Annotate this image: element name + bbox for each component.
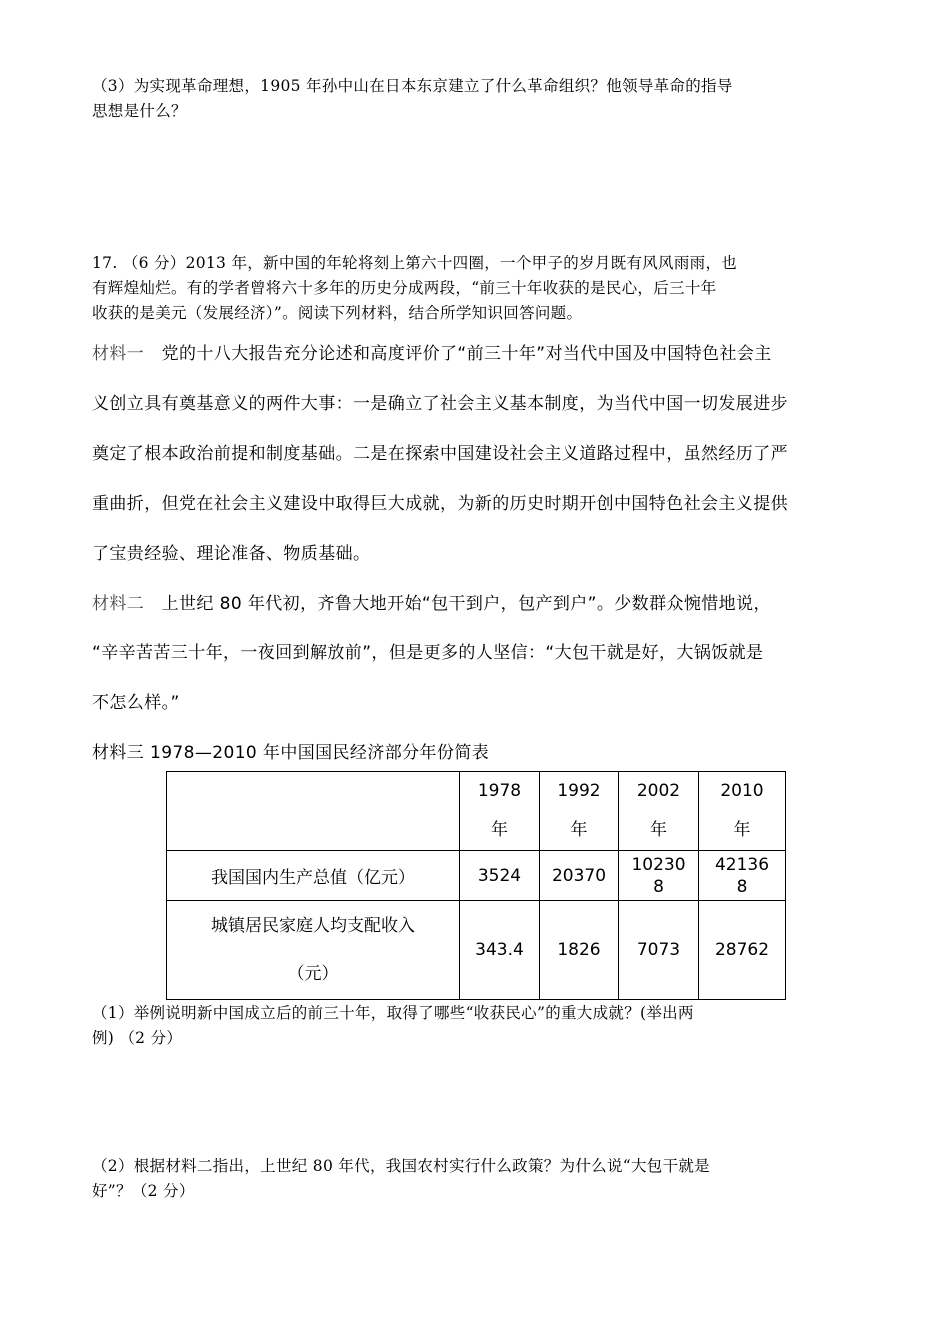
material3-title: 材料三 1978—2010 年中国国民经济部分年份简表: [92, 743, 490, 763]
year-cell-1978: [460, 772, 540, 851]
income-1978: 343.4: [460, 901, 540, 1000]
gdp-2010-part2: 8: [736, 876, 748, 897]
economy-table: [166, 771, 786, 1000]
year-unit: 年: [491, 820, 508, 840]
income-1992: 1826: [540, 901, 619, 1000]
q17-line-3: 收获的是美元（发展经济）”。阅读下列材料，结合所学知识回答问题。: [92, 304, 583, 322]
q17-line-2: 有辉煌灿烂。有的学者曾将六十多年的历史分成两段，“前三十年收获的是民心，后三十年: [92, 279, 717, 297]
year-unit: 年: [570, 820, 588, 840]
material2-line-3: 不怎么样。”: [92, 693, 180, 713]
material2-line-2: “辛辛苦苦三十年，一夜回到解放前”，但是更多的人坚信：“大包干就是好，大锅饭就是: [92, 643, 764, 663]
material1-line-2: 义创立具有奠基意义的两件大事：一是确立了社会主义基本制度，为当代中国一切发展进步: [92, 394, 788, 414]
material1-text-1: 党的十八大报告充分论述和高度评价了“前三十年”对当代中国及中国特色社会主: [161, 344, 772, 364]
gdp-label: 我国国内生产总值（亿元）: [167, 851, 460, 901]
q17-2-line-1: （2）根据材料二指出，上世纪 80 年代，我国农村实行什么政策？为什么说“大包干就是: [92, 1157, 710, 1175]
year-cell-1992: [540, 772, 619, 851]
material2-label: 材料二: [92, 594, 145, 614]
gdp-2002: [619, 851, 699, 901]
q17-line-1: 17. （6 分）2013 年，新中国的年轮将刻上第六十四圈，一个甲子的岁月既有风风雨雨，也: [92, 254, 738, 272]
gdp-1992: 20370: [540, 851, 619, 901]
q17-1-line-2: 例) （2 分）: [92, 1029, 183, 1047]
year-1978: 1978: [477, 781, 522, 801]
income-label-line2: （元）: [287, 964, 339, 984]
year-unit: 年: [650, 820, 667, 840]
q17-1-line-1: （1）举例说明新中国成立后的前三十年，取得了哪些“收获民心”的重大成就？(举出两: [92, 1004, 694, 1022]
material1-line-1: [92, 339, 772, 364]
year-unit: 年: [733, 820, 751, 840]
income-label-line1: 城镇居民家庭人均支配收入: [211, 916, 415, 936]
material1-label: 材料一: [92, 344, 145, 364]
year-cell-2010: [699, 772, 786, 851]
gdp-2002-part1: 10230: [631, 854, 686, 875]
table-row-income: [167, 901, 786, 1000]
table-header-row: [167, 772, 786, 851]
table-corner-cell: [167, 772, 460, 851]
income-2010: 28762: [699, 901, 786, 1000]
material1-line-5: 了宝贵经验、理论准备、物质基础。: [92, 544, 371, 564]
q3-line-2: 思想是什么？: [92, 102, 187, 120]
income-label: [167, 901, 460, 1000]
income-2002: 7073: [619, 901, 699, 1000]
gdp-2002-part2: 8: [653, 876, 664, 897]
table-row-gdp: [167, 851, 786, 901]
year-2002: 2002: [636, 781, 681, 801]
gdp-1978: 3524: [460, 851, 540, 901]
material1-line-4: 重曲折，但党在社会主义建设中取得巨大成就，为新的历史时期开创中国特色社会主义提供: [92, 494, 788, 514]
material2-text-1: 上世纪 80 年代初，齐鲁大地开始“包干到户，包产到户”。少数群众惋惜地说，: [161, 594, 771, 614]
q17-2-line-2: 好”？（2 分）: [92, 1182, 195, 1200]
gdp-2010-part1: 42136: [714, 854, 770, 875]
material1-line-3: 奠定了根本政治前提和制度基础。二是在探索中国建设社会主义道路过程中，虽然经历了严: [92, 444, 788, 464]
year-1992: 1992: [557, 781, 601, 801]
q3-line-1: （3）为实现革命理想，1905 年孙中山在日本东京建立了什么革命组织？他领导革命的指导: [92, 77, 733, 95]
gdp-2010: [699, 851, 786, 901]
material2-line-1: [92, 589, 771, 614]
year-cell-2002: [619, 772, 699, 851]
year-2010: 2010: [720, 781, 764, 801]
